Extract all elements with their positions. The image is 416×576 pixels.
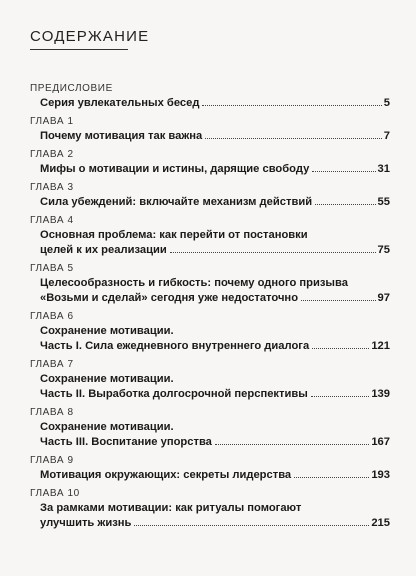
entry-title-line: За рамками мотивации: как ритуалы помогают — [40, 502, 302, 514]
toc-entry — [30, 358, 390, 402]
toc-row — [30, 291, 390, 306]
page-number: 5 — [383, 97, 390, 109]
leader-dots — [215, 444, 369, 445]
toc-row — [30, 339, 390, 354]
page-title: СОДЕРЖАНИЕ — [30, 28, 150, 45]
chapter-label: ГЛАВА 3 — [30, 182, 74, 193]
entry-title: целей к их реализации — [40, 244, 167, 256]
toc-row — [30, 243, 390, 258]
entry-title: Почему мотивация так важна — [40, 130, 203, 142]
entry-title-line: Основная проблема: как перейти от постановки — [40, 229, 308, 241]
toc-entry — [30, 115, 390, 144]
page-number: 55 — [377, 196, 390, 208]
chapter-label: ПРЕДИСЛОВИЕ — [30, 83, 113, 94]
page-number: 139 — [371, 388, 390, 400]
leader-dots — [312, 171, 375, 172]
leader-dots — [294, 477, 369, 478]
leader-dots — [301, 300, 376, 301]
entry-title-line: Сохранение мотивации. — [40, 421, 174, 433]
leader-dots — [134, 525, 369, 526]
leader-dots — [311, 396, 370, 397]
entry-title-line: Целесообразность и гибкость: почему одного призыва — [40, 277, 348, 289]
toc-row — [30, 129, 390, 144]
page-number: 193 — [371, 469, 390, 481]
page-number: 75 — [377, 244, 390, 256]
entry-title: «Возьми и сделай» сегодня уже недостаточно — [40, 292, 299, 304]
page-number: 215 — [371, 517, 390, 529]
toc-entry — [30, 82, 390, 111]
entry-title-line: Сохранение мотивации. — [40, 325, 174, 337]
leader-dots — [315, 204, 375, 205]
toc-entry — [30, 148, 390, 177]
leader-dots — [202, 105, 381, 106]
chapter-label: ГЛАВА 6 — [30, 311, 74, 322]
page-number: 31 — [377, 163, 390, 175]
page-number: 97 — [377, 292, 390, 304]
entry-title: Часть II. Выработка долгосрочной перспективы — [40, 388, 308, 400]
toc-row — [30, 516, 390, 531]
toc-row — [30, 387, 390, 402]
chapter-label: ГЛАВА 4 — [30, 215, 74, 226]
toc-entry — [30, 310, 390, 354]
chapter-label: ГЛАВА 7 — [30, 359, 74, 370]
page-number: 121 — [371, 340, 390, 352]
page-number: 7 — [383, 130, 390, 142]
toc-row — [30, 468, 390, 483]
entry-title: Мифы о мотивации и истины, дарящие свободу — [40, 163, 310, 175]
entry-title: Часть I. Сила ежедневного внутреннего диалога — [40, 340, 310, 352]
toc-row — [30, 96, 390, 111]
chapter-label: ГЛАВА 8 — [30, 407, 74, 418]
entry-title: улучшить жизнь — [40, 517, 132, 529]
title-underline — [30, 49, 128, 50]
chapter-label: ГЛАВА 5 — [30, 263, 74, 274]
toc-entry — [30, 406, 390, 450]
toc-entry — [30, 214, 390, 258]
entry-title-line: Сохранение мотивации. — [40, 373, 174, 385]
toc-row — [30, 435, 390, 450]
toc-row — [30, 195, 390, 210]
leader-dots — [205, 138, 381, 139]
leader-dots — [170, 252, 376, 253]
entry-title: Мотивация окружающих: секреты лидерства — [40, 469, 292, 481]
chapter-label: ГЛАВА 2 — [30, 149, 74, 160]
toc-row — [30, 162, 390, 177]
entry-title: Часть III. Воспитание упорства — [40, 436, 212, 448]
toc-list — [30, 82, 390, 531]
chapter-label: ГЛАВА 9 — [30, 455, 74, 466]
toc-entry — [30, 262, 390, 306]
entry-title: Серия увлекательных бесед — [40, 97, 200, 109]
entry-title: Сила убеждений: включайте механизм действий — [40, 196, 313, 208]
page-number: 167 — [371, 436, 390, 448]
toc-entry — [30, 487, 390, 531]
chapter-label: ГЛАВА 10 — [30, 488, 80, 499]
chapter-label: ГЛАВА 1 — [30, 116, 74, 127]
toc-entry — [30, 181, 390, 210]
toc-entry — [30, 454, 390, 483]
leader-dots — [312, 348, 369, 349]
